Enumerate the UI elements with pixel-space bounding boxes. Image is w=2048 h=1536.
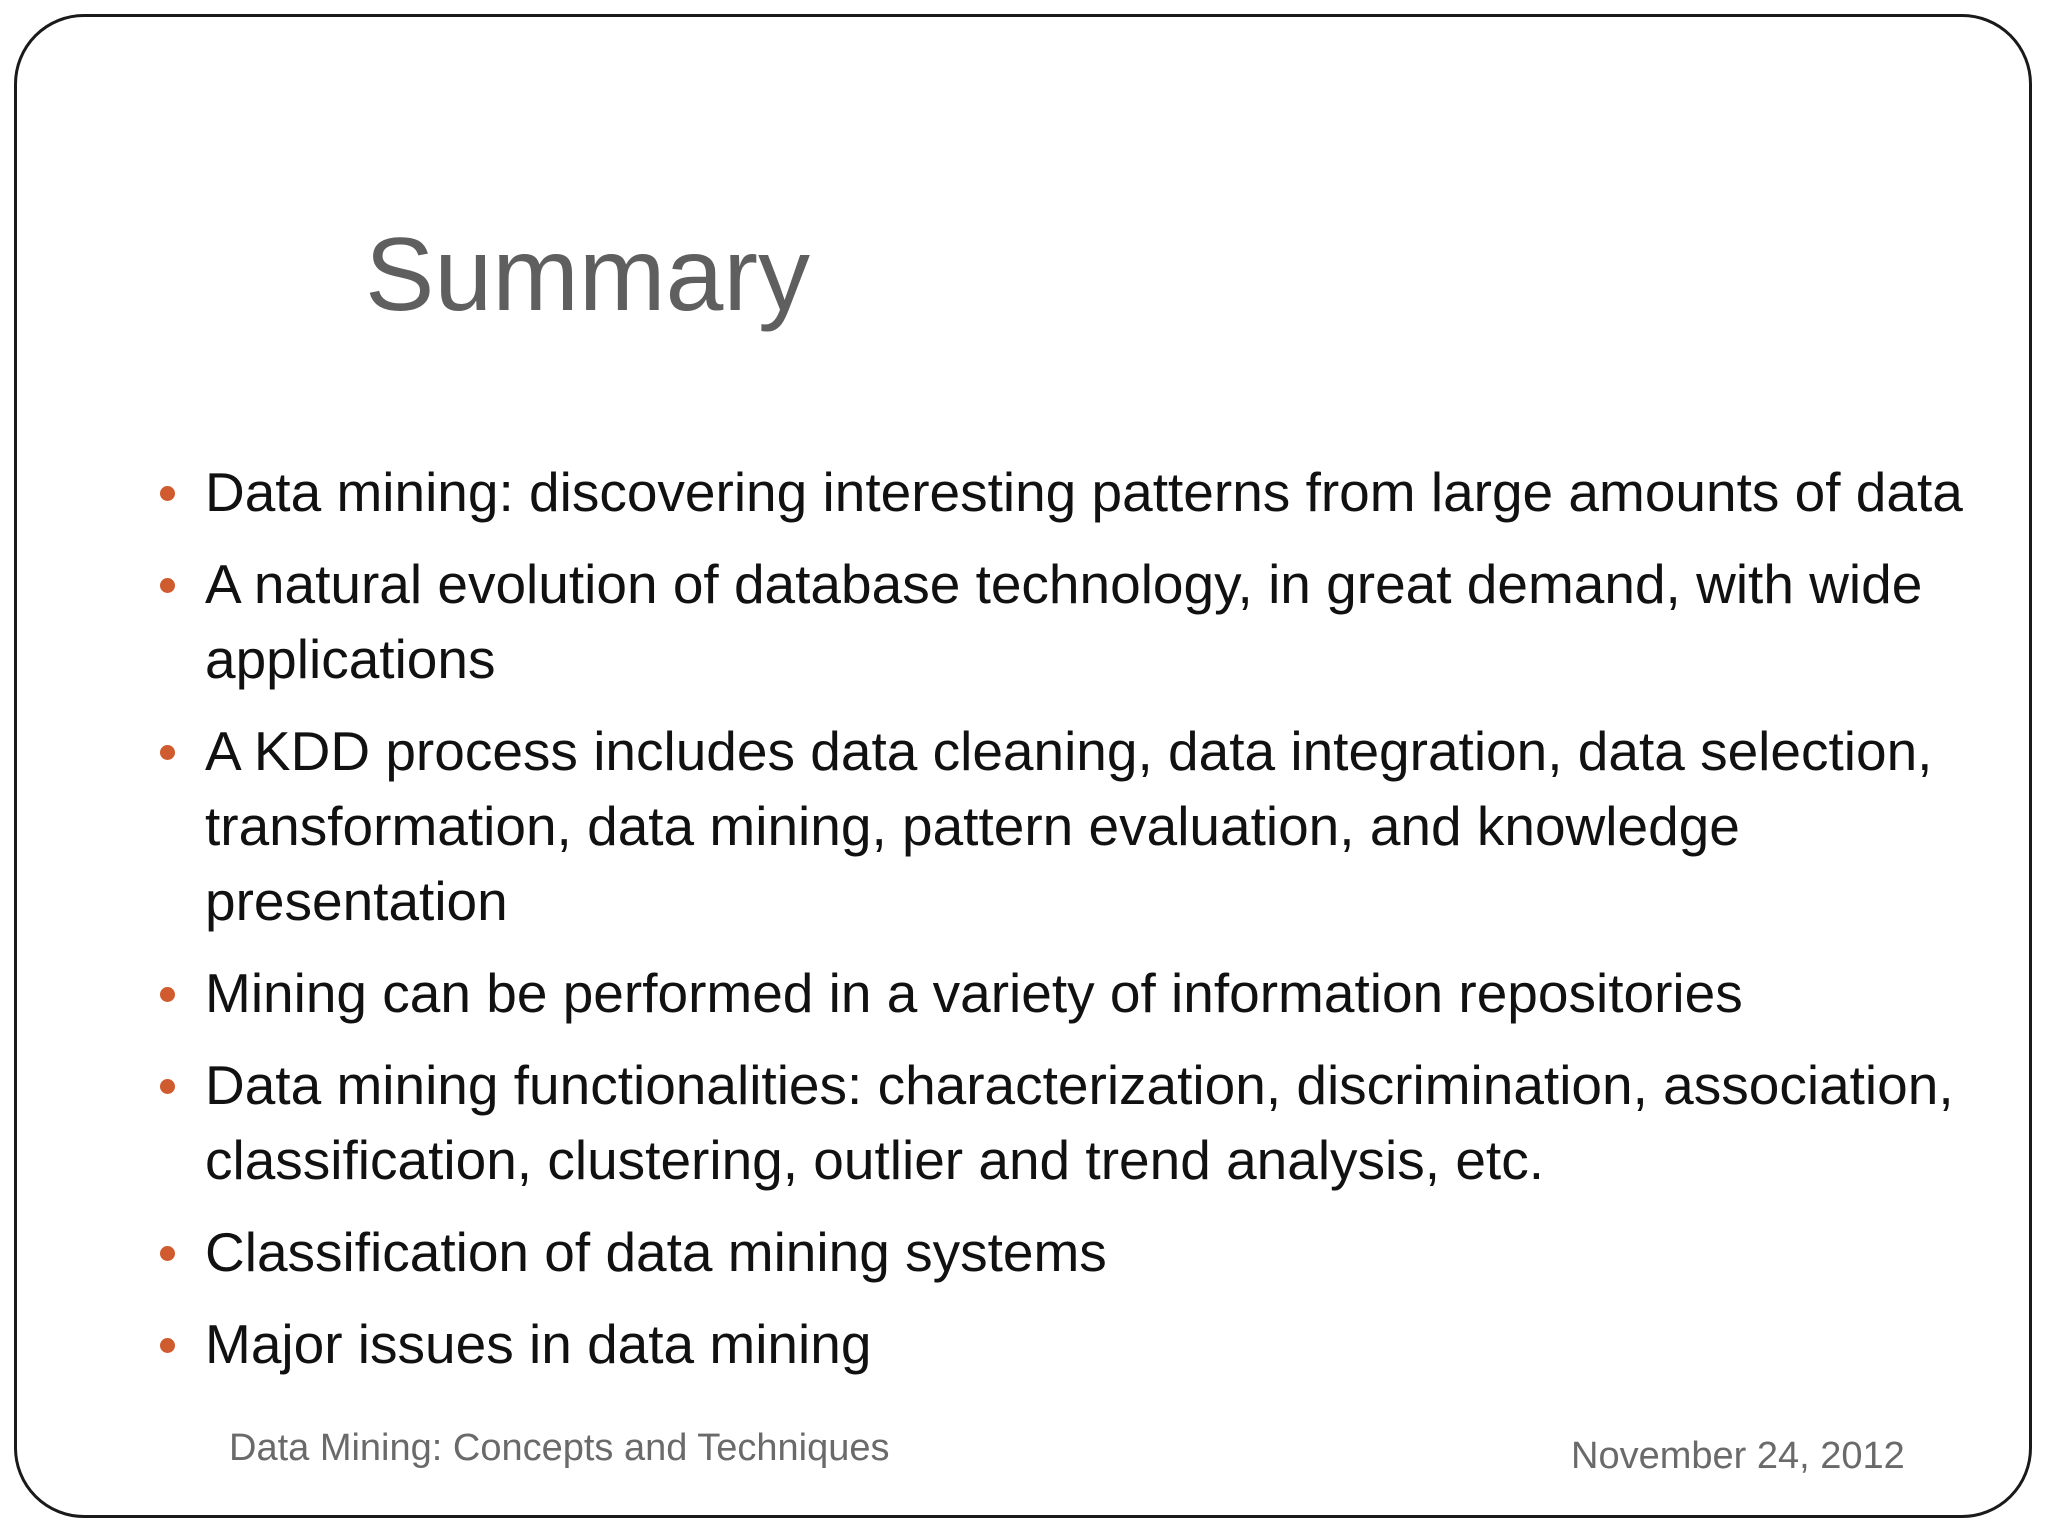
bullet-item <box>147 1307 1967 1382</box>
footer-date: November 24, 2012 <box>1571 1435 1905 1477</box>
bullet-item <box>147 956 1967 1031</box>
bullet-list <box>147 455 1967 1399</box>
bullet-dot-icon <box>160 987 175 1002</box>
footer-course-title: Data Mining: Concepts and Techniques <box>229 1427 890 1469</box>
bullet-text: Classification of data mining systems <box>205 1221 1107 1283</box>
bullet-item <box>147 455 1967 530</box>
bullet-item <box>147 1048 1967 1198</box>
bullet-text: Data mining: discovering interesting patterns from large amounts of data <box>205 461 1963 523</box>
slide-title: Summary <box>365 217 810 333</box>
bullet-text: A natural evolution of database technology, in great demand, with wide applications <box>205 553 1923 690</box>
bullet-text: Data mining functionalities: characterization, discrimination, association, classification, clustering, outlier and trend analysis, etc. <box>205 1054 1954 1191</box>
bullet-dot-icon <box>160 745 175 760</box>
bullet-text: A KDD process includes data cleaning, data integration, data selection, transformation, data mining, pattern evaluation, and knowledge presentation <box>205 720 1933 932</box>
bullet-dot-icon <box>160 1079 175 1094</box>
bullet-text: Major issues in data mining <box>205 1313 872 1375</box>
bullet-dot-icon <box>160 1246 175 1261</box>
bullet-item <box>147 714 1967 939</box>
bullet-item <box>147 547 1967 697</box>
bullet-text: Mining can be performed in a variety of information repositories <box>205 962 1743 1024</box>
bullet-dot-icon <box>160 1338 175 1353</box>
bullet-dot-icon <box>160 486 175 501</box>
bullet-item <box>147 1215 1967 1290</box>
bullet-dot-icon <box>160 578 175 593</box>
slide <box>14 14 2032 1518</box>
